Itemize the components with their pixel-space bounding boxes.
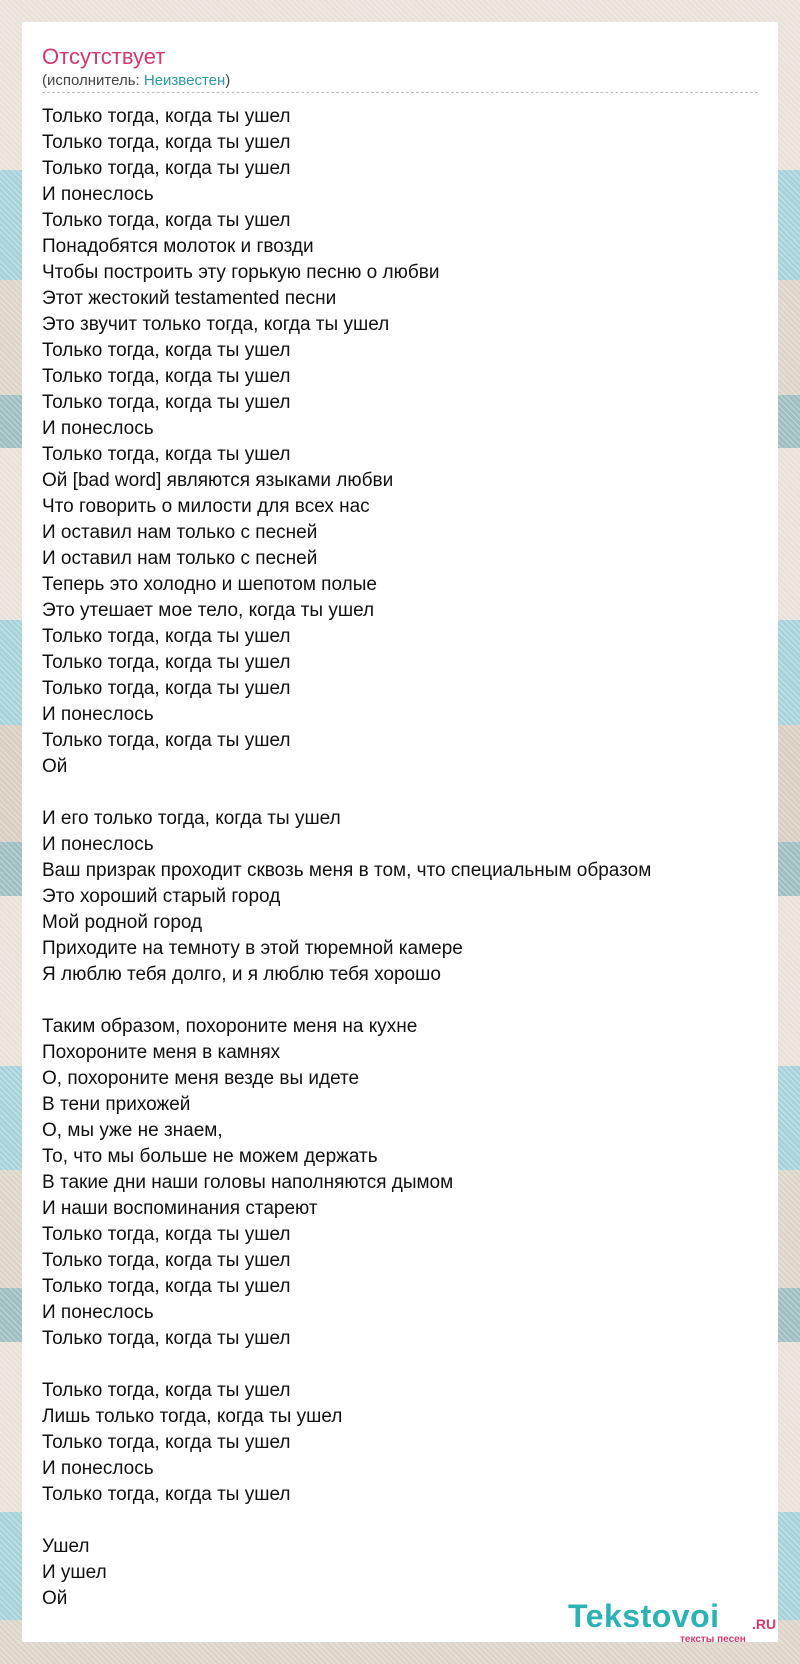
artist-byline [42,72,230,90]
lyric-line [42,988,651,1014]
lyric-line: В тени прихожей [42,1094,191,1115]
lyric-line: Только тогда, когда ты ушел [42,730,291,751]
lyric-line: Понадобятся молоток и гвозди [42,236,314,257]
lyrics-text [42,104,651,1612]
lyric-line: И понеслось [42,184,154,205]
lyric-line: Ой [bad word] являются языками любви [42,470,394,491]
lyric-line: Ваш призрак проходит сквозь меня в том, что специальным образом [42,860,652,881]
lyric-line [42,1352,651,1378]
lyric-line: О, похороните меня везде вы идете [42,1068,360,1089]
lyric-line: Теперь это холодно и шепотом полые [42,574,377,595]
lyric-line: Только тогда, когда ты ушел [42,444,291,465]
lyric-line: Лишь только тогда, когда ты ушел [42,1406,343,1427]
lyric-line: И наши воспоминания стареют [42,1198,318,1219]
lyric-line: Похороните меня в камнях [42,1042,281,1063]
lyric-line: Только тогда, когда ты ушел [42,1250,291,1271]
lyric-line: Только тогда, когда ты ушел [42,392,291,413]
lyric-line: И оставил нам только с песней [42,522,318,543]
site-logo[interactable] [568,1598,778,1645]
lyric-line: И его только тогда, когда ты ушел [42,808,341,829]
lyric-line: В такие дни наши головы наполняются дымом [42,1172,454,1193]
lyric-line: Только тогда, когда ты ушел [42,626,291,647]
lyric-line: То, что мы больше не можем держать [42,1146,378,1167]
lyric-line: Это звучит только тогда, когда ты ушел [42,314,390,335]
artist-suffix: ) [225,72,231,89]
lyric-line: Я люблю тебя долго, и я люблю тебя хорошо [42,964,441,985]
lyric-line: Только тогда, когда ты ушел [42,1484,291,1505]
lyric-line: И оставил нам только с песней [42,548,318,569]
lyric-line: Что говорить о милости для всех нас [42,496,370,517]
lyric-line: Только тогда, когда ты ушел [42,366,291,387]
lyric-line: Чтобы построить эту горькую песню о любви [42,262,440,283]
lyric-line: И понеслось [42,704,154,725]
lyric-line: Только тогда, когда ты ушел [42,340,291,361]
artist-prefix: (исполнитель: [42,72,144,89]
lyric-line: Только тогда, когда ты ушел [42,652,291,673]
lyric-line [42,1508,651,1534]
lyric-line: Только тогда, когда ты ушел [42,1380,291,1401]
lyrics-card [22,22,778,1645]
lyric-line: Этот жестокий testamented песни [42,288,337,309]
lyric-line: Ой [42,1588,68,1609]
lyric-line: Только тогда, когда ты ушел [42,132,291,153]
title-divider [42,92,758,93]
lyric-line: Это утешает мое тело, когда ты ушел [42,600,375,621]
lyric-line: И понеслось [42,418,154,439]
artist-link[interactable]: Неизвестен [143,72,226,89]
logo-name: Tekstovoi [568,1598,720,1634]
lyric-line: Только тогда, когда ты ушел [42,678,291,699]
logo-tld: .RU [752,1616,777,1632]
lyric-line: Это хороший старый город [42,886,281,907]
lyric-line: О, мы уже не знаем, [42,1120,223,1141]
lyric-line: Ушел [42,1536,90,1557]
lyric-line: И понеслось [42,834,154,855]
lyric-line: Только тогда, когда ты ушел [42,1276,291,1297]
logo-tagline: тексты песен [680,1634,746,1645]
lyric-line: Только тогда, когда ты ушел [42,106,291,127]
lyric-line: Ой [42,756,68,777]
lyric-line: Мой родной город [42,912,203,933]
lyric-line: Только тогда, когда ты ушел [42,1328,291,1349]
lyric-line: Только тогда, когда ты ушел [42,210,291,231]
lyric-line: Только тогда, когда ты ушел [42,1224,291,1245]
lyric-line: Таким образом, похороните меня на кухне [42,1016,418,1037]
song-title: Отсутствует [42,44,166,69]
lyric-line: И ушел [42,1562,107,1583]
lyric-line: И понеслось [42,1458,154,1479]
lyric-line: Только тогда, когда ты ушел [42,1432,291,1453]
lyric-line [42,780,651,806]
lyric-line: И понеслось [42,1302,154,1323]
lyric-line: Только тогда, когда ты ушел [42,158,291,179]
lyric-line: Приходите на темноту в этой тюремной камере [42,938,463,959]
